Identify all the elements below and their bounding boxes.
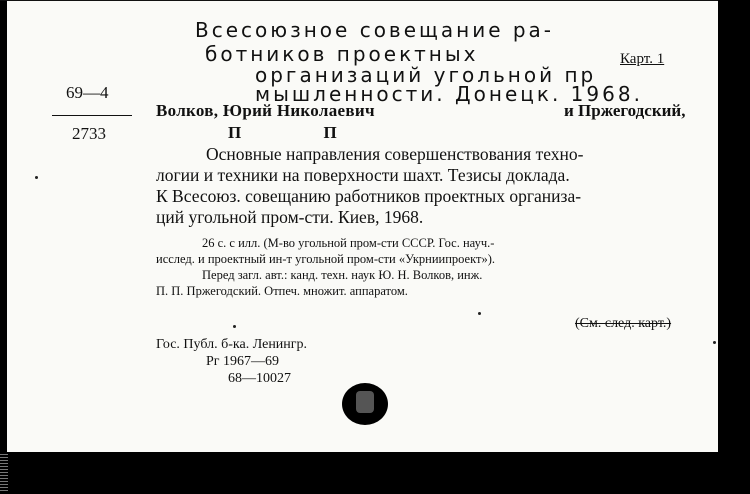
speck bbox=[478, 312, 481, 315]
library-number: 68—10027 bbox=[228, 371, 291, 386]
scan-bottom-edge bbox=[0, 452, 750, 494]
main-author: Волков, Юрий Николаевич bbox=[156, 101, 375, 120]
handwritten-line-2: ботников проектных bbox=[205, 42, 479, 66]
description-line-4: ций угольной пром-сти. Киев, 1968. bbox=[156, 207, 424, 227]
speck bbox=[35, 176, 38, 179]
coauthor-initials: П П bbox=[228, 123, 337, 142]
see-next-card: (См. след. карт.) bbox=[575, 316, 672, 331]
notes-line-4: П. П. Пржегодский. Отпеч. множит. аппаратом. bbox=[156, 284, 408, 298]
library-name: Гос. Публ. б-ка. Ленингр. bbox=[156, 337, 308, 352]
handwritten-line-3: организаций угольной пр bbox=[255, 63, 597, 87]
punch-hole bbox=[342, 383, 388, 425]
bibliographic-notes bbox=[156, 235, 716, 299]
card-number: Карт. 1 bbox=[620, 51, 665, 67]
library-shelfmark: Рг 1967—69 bbox=[206, 354, 280, 369]
handwritten-line-4: мышленности. Донецк. 1968. bbox=[255, 82, 643, 106]
scan-left-edge bbox=[0, 1, 7, 453]
speck bbox=[713, 341, 716, 344]
notes-line-3: Перед загл. авт.: канд. техн. наук Ю. Н. Волков, инж. bbox=[202, 268, 483, 282]
description-line-3: К Всесоюз. совещанию работников проектных организа- bbox=[156, 186, 582, 206]
classification-divider bbox=[52, 115, 132, 116]
classification-code-top: 69—4 bbox=[66, 83, 109, 102]
description-line-2: логии и техники на поверхности шахт. Тезисы доклада. bbox=[156, 165, 570, 185]
classification-code-bottom: 2733 bbox=[72, 124, 106, 143]
notes-line-1: 26 с. с илл. (М-во угольной пром-сти СССР. Гос. науч.- bbox=[202, 236, 495, 250]
title-description bbox=[156, 144, 712, 228]
speck bbox=[233, 325, 236, 328]
handwritten-line-1: Всесоюзное совещание ра- bbox=[195, 18, 555, 42]
description-line-1: Основные направления совершенствования техно- bbox=[206, 144, 584, 164]
notes-line-2: исслед. и проектный ин-т угольной пром-сти «Укрниипроект»). bbox=[156, 252, 496, 266]
coauthor: и Пржегодский, bbox=[564, 101, 686, 120]
library-info bbox=[156, 336, 307, 387]
